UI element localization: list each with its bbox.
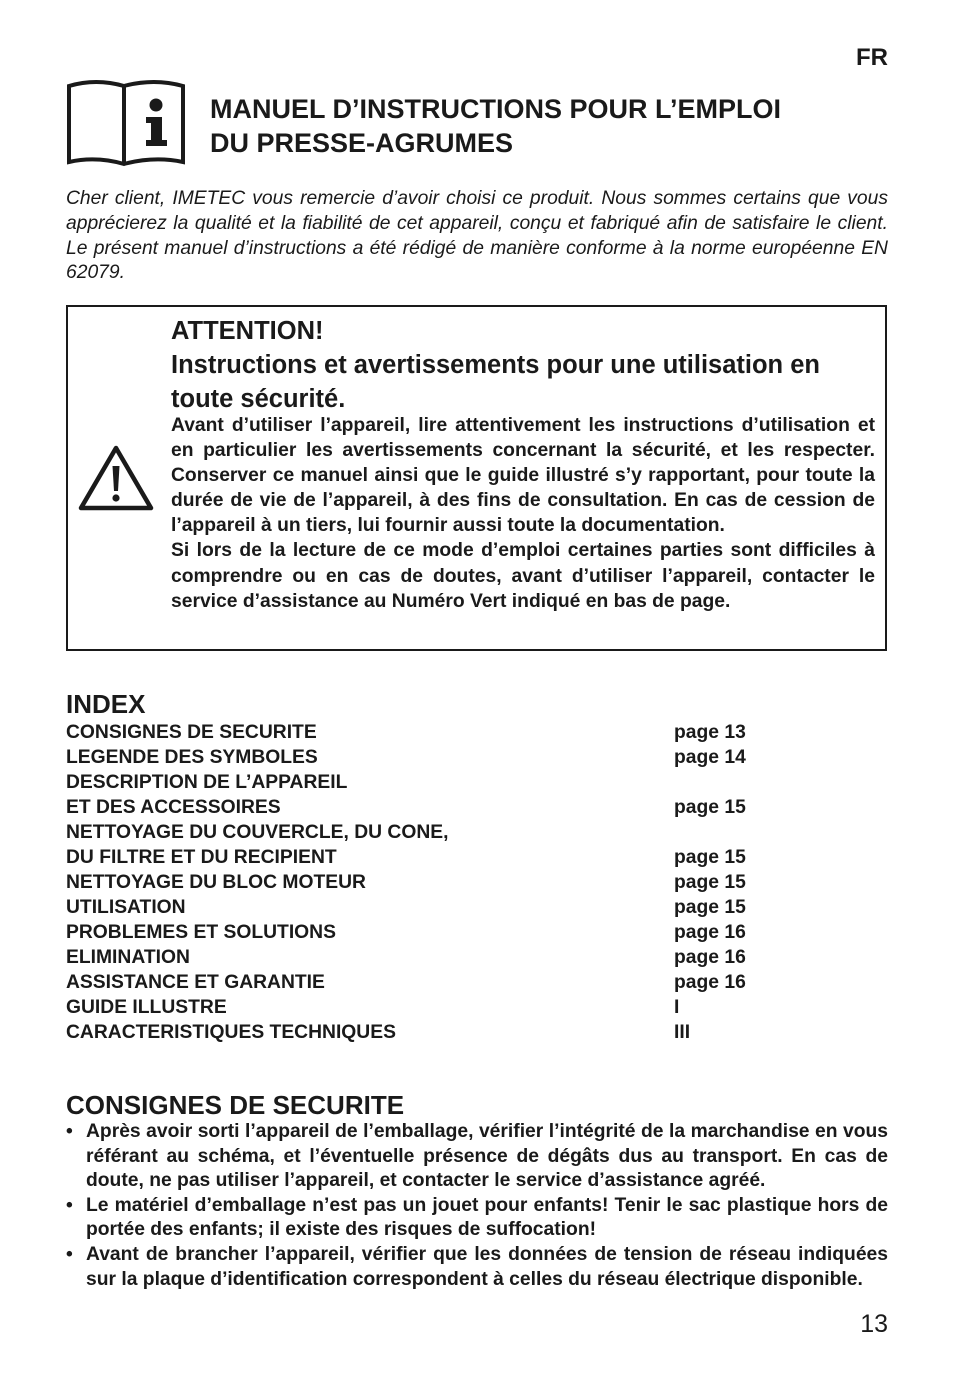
safety-item-text: Le matériel d’emballage n’est pas un jouet pour enfants! Tenir le sac plastique hors de portée des enfants; il existe des risques de suffocation!: [86, 1194, 888, 1241]
index-entry-label: UTILISATION: [66, 897, 186, 918]
index-entry-page: I: [674, 997, 680, 1018]
index-entry-page: page 16: [674, 947, 746, 968]
index-entry-label: ASSISTANCE ET GARANTIE: [66, 972, 325, 993]
safety-section-title: CONSIGNES DE SECURITE: [66, 1090, 405, 1120]
index-list: [66, 720, 826, 1045]
bullet-icon: •: [66, 1243, 73, 1265]
index-entry-label: ET DES ACCESSOIRES: [66, 797, 281, 818]
index-entry-page: page 14: [674, 747, 746, 768]
safety-item-text: Avant de brancher l’appareil, vérifier que les données de tension de réseau indiquées sur la plaque d’identification correspondent à celles du réseau électrique disponible.: [86, 1243, 888, 1290]
language-code: FR: [856, 44, 888, 71]
index-entry: [66, 820, 826, 845]
index-entry-label: NETTOYAGE DU COUVERCLE, DU CONE,: [66, 822, 449, 843]
title-line: DU PRESSE-AGRUMES: [210, 128, 514, 158]
attention-body: [171, 413, 875, 614]
index-entry-label: DU FILTRE ET DU RECIPIENT: [66, 847, 337, 868]
index-entry-page: page 15: [674, 872, 746, 893]
attention-heading-line: Instructions et avertissements pour une utilisation en: [171, 351, 820, 379]
index-entry-page: page 15: [674, 797, 746, 818]
index-entry: [66, 995, 826, 1020]
page-number: 13: [860, 1310, 888, 1338]
attention-paragraph: Avant d’utiliser l’appareil, lire attentivement les instructions d’utilisation et en particulier les avertissements concernant la sécurité, et les respecter. Conserver ce manuel ainsi que le guide illustré s’y rapportant, pour toute la durée de vie de l’appareil, à des fins de consultation. En cas de cession de l’appareil à un tiers, lui fournir aussi toute la documentation.: [171, 415, 875, 537]
safety-list: [66, 1120, 888, 1292]
index-entry-page: page 15: [674, 897, 746, 918]
attention-heading-line: ATTENTION!: [171, 317, 324, 345]
index-entry-label: PROBLEMES ET SOLUTIONS: [66, 922, 336, 943]
index-entry-page: page 15: [674, 847, 746, 868]
index-entry-page: III: [674, 1022, 691, 1043]
safety-item: [66, 1243, 888, 1292]
attention-paragraph: Si lors de la lecture de ce mode d’emploi certaines parties sont difficiles à comprendre ou en cas de doutes, avant d’utiliser l’appareil, contacter le service d’assistance au Numéro Vert indiqué en bas de page.: [171, 540, 875, 612]
intro-paragraph: Cher client, IMETEC vous remercie d’avoir choisi ce produit. Nous sommes certains que vous apprécierez la qualité et la fiabilité de cet appareil, conçu et fabriqué afin de satisfaire le client. Le présent manuel d’instructions a été rédigé de manière conforme à la norme européenne EN 62079.: [66, 188, 888, 284]
index-entry: [66, 720, 826, 745]
manual-info-icon: [66, 76, 186, 168]
index-entry: [66, 745, 826, 770]
index-entry-page: page 16: [674, 972, 746, 993]
bullet-icon: •: [66, 1121, 73, 1142]
index-entry: [66, 845, 826, 870]
index-entry-page: page 13: [674, 722, 746, 743]
title-line: MANUEL D’INSTRUCTIONS POUR L’EMPLOI: [210, 94, 782, 124]
index-entry-label: NETTOYAGE DU BLOC MOTEUR: [66, 872, 366, 893]
document-title: [210, 92, 850, 160]
index-entry: [66, 795, 826, 820]
index-entry-label: CONSIGNES DE SECURITE: [66, 722, 317, 743]
index-entry-label: DESCRIPTION DE L’APPAREIL: [66, 772, 348, 793]
bullet-icon: •: [66, 1194, 73, 1216]
index-entry-page: page 16: [674, 922, 746, 943]
index-title: INDEX: [66, 689, 146, 719]
index-entry-label: GUIDE ILLUSTRE: [66, 997, 227, 1018]
index-entry-label: ELIMINATION: [66, 947, 190, 968]
index-entry: [66, 970, 826, 995]
index-entry: [66, 1020, 826, 1045]
index-entry-label: CARACTERISTIQUES TECHNIQUES: [66, 1022, 396, 1043]
index-entry-label: LEGENDE DES SYMBOLES: [66, 747, 318, 768]
safety-item: [66, 1194, 888, 1243]
index-entry: [66, 770, 826, 795]
warning-triangle-icon: [78, 444, 154, 512]
index-entry: [66, 870, 826, 895]
index-entry: [66, 920, 826, 945]
index-entry: [66, 945, 826, 970]
attention-heading: [171, 314, 876, 416]
attention-heading-line: toute sécurité.: [171, 385, 346, 413]
index-entry: [66, 895, 826, 920]
safety-item-text: Après avoir sorti l’appareil de l’emballage, vérifier l’intégrité de la marchandise en vous référant au schéma, et l’éventuelle présence de dégâts dus au transport. En cas de doute, ne pas utiliser l’appareil, et contacter le service d’assistance agréé.: [86, 1121, 888, 1192]
safety-item: [66, 1120, 888, 1194]
